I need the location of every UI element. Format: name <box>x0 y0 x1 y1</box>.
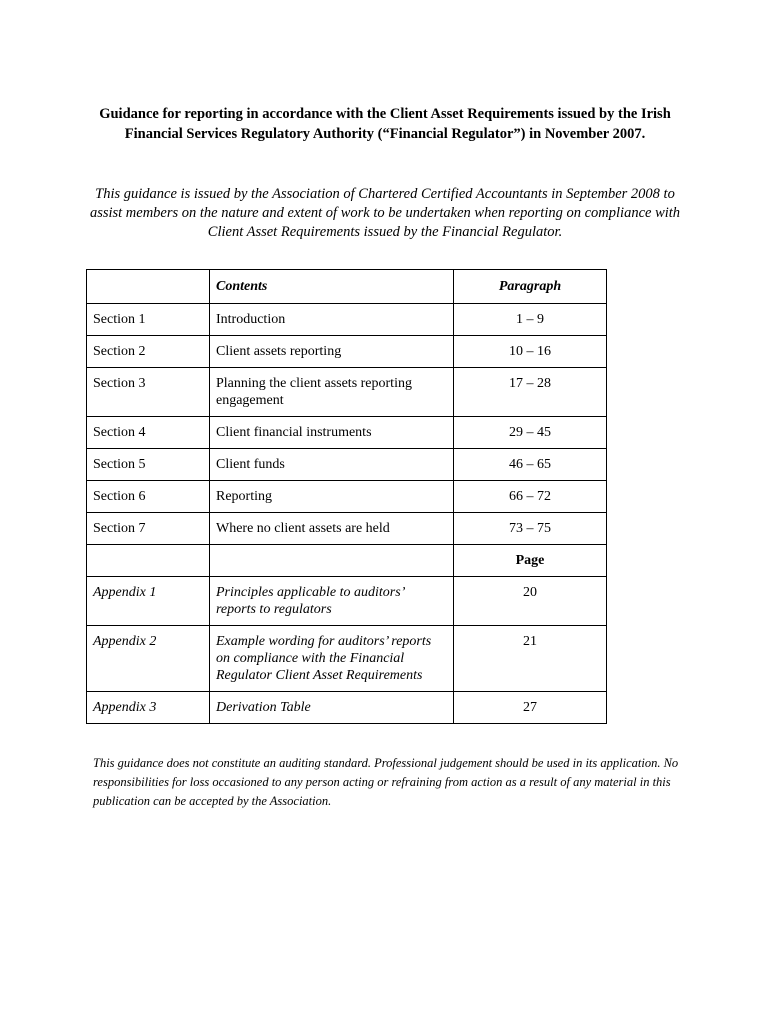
section-label: Section 7 <box>87 513 210 545</box>
paragraph-range: 17 – 28 <box>454 368 607 417</box>
table-row <box>87 449 607 481</box>
page-number: 21 <box>454 626 607 692</box>
page-header-cell: Page <box>454 545 607 577</box>
section-label: Section 5 <box>87 449 210 481</box>
paragraph-range: 46 – 65 <box>454 449 607 481</box>
appendix-label: Appendix 1 <box>87 577 210 626</box>
table-row <box>87 577 607 626</box>
header-contents-cell: Contents <box>210 270 454 304</box>
section-title: Client assets reporting <box>210 336 454 368</box>
appendix-label: Appendix 2 <box>87 626 210 692</box>
document-title: Guidance for reporting in accordance with the Client Asset Requirements issued by the Irish Financial Services Regulatory Authority (“Financial Regulator”) in November 2007. <box>99 106 671 142</box>
paragraph-range: 66 – 72 <box>454 481 607 513</box>
page-number: 27 <box>454 692 607 724</box>
section-title: Planning the client assets reporting engagement <box>210 368 454 417</box>
table-row <box>87 368 607 417</box>
table-row <box>87 336 607 368</box>
section-title: Where no client assets are held <box>210 513 454 545</box>
paragraph-range: 29 – 45 <box>454 417 607 449</box>
table-row <box>87 513 607 545</box>
page-header-row <box>87 545 607 577</box>
contents-table <box>86 269 607 724</box>
section-label: Section 2 <box>87 336 210 368</box>
empty-cell <box>210 545 454 577</box>
header-paragraph-cell: Paragraph <box>454 270 607 304</box>
section-title: Reporting <box>210 481 454 513</box>
table-row <box>87 417 607 449</box>
paragraph-range: 1 – 9 <box>454 304 607 336</box>
paragraph-range: 10 – 16 <box>454 336 607 368</box>
appendix-label: Appendix 3 <box>87 692 210 724</box>
paragraph-range: 73 – 75 <box>454 513 607 545</box>
appendix-title: Example wording for auditors’ reports on compliance with the Financial Regulator Client Asset Requirements <box>210 626 454 692</box>
table-row <box>87 626 607 692</box>
header-label-cell <box>87 270 210 304</box>
section-title: Introduction <box>210 304 454 336</box>
disclaimer-note: This guidance does not constitute an auditing standard. Professional judgement should be used in its application. No responsibilities for loss occasioned to any person acting or refraining from action as a result of any material in this publication can be accepted by the Association. <box>93 756 679 808</box>
page-number: 20 <box>454 577 607 626</box>
table-row <box>87 481 607 513</box>
appendix-title: Principles applicable to auditors’ reports to regulators <box>210 577 454 626</box>
section-label: Section 1 <box>87 304 210 336</box>
table-header-row <box>87 270 607 304</box>
section-title: Client funds <box>210 449 454 481</box>
section-label: Section 4 <box>87 417 210 449</box>
section-title: Client financial instruments <box>210 417 454 449</box>
empty-cell <box>87 545 210 577</box>
section-label: Section 3 <box>87 368 210 417</box>
table-row <box>87 692 607 724</box>
table-row <box>87 304 607 336</box>
intro-paragraph: This guidance is issued by the Association of Chartered Certified Accountants in September 2008 to assist members on the nature and extent of work to be undertaken when reporting on compliance with Client Asset Requirements issued by the Financial Regulator. <box>89 186 681 240</box>
section-label: Section 6 <box>87 481 210 513</box>
appendix-title: Derivation Table <box>210 692 454 724</box>
